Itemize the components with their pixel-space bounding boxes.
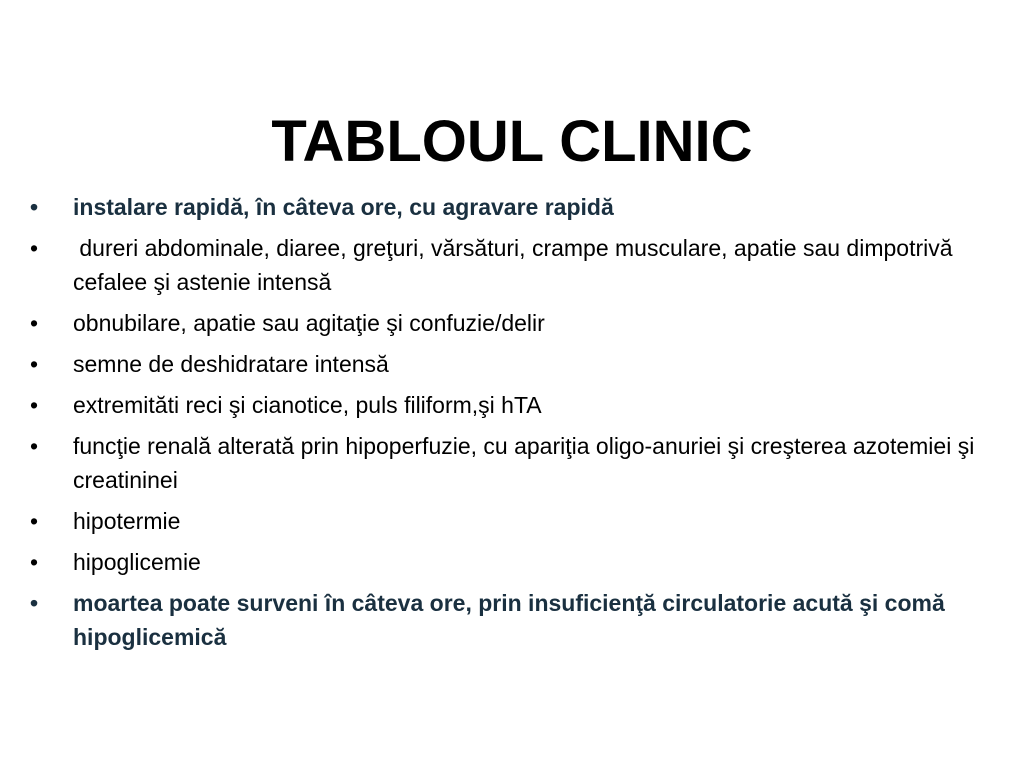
bullet-dot-icon: • bbox=[30, 194, 39, 220]
bullet-item bbox=[30, 306, 990, 340]
bullet-dot-icon: • bbox=[30, 392, 39, 418]
bullet-item bbox=[30, 347, 990, 381]
bullet-dot-icon: • bbox=[30, 433, 39, 459]
bullet-text: instalare rapidă, în câteva ore, cu agravare rapidă bbox=[73, 194, 614, 220]
bullet-dot-icon: • bbox=[30, 310, 39, 336]
bullet-dot-icon: • bbox=[30, 549, 39, 575]
bullet-text: funcţie renală alterată prin hipoperfuzie, cu apariţia oligo-anuriei şi creşterea azotemiei şi creatininei bbox=[73, 433, 975, 493]
bullet-item bbox=[30, 231, 990, 299]
bullet-item bbox=[30, 388, 990, 422]
bullet-text: obnubilare, apatie sau agitaţie şi confuzie/delir bbox=[73, 310, 545, 336]
bullet-text: extremităti reci şi cianotice, puls filiform,şi hTA bbox=[73, 392, 542, 418]
bullet-item bbox=[30, 429, 990, 497]
bullet-text: dureri abdominale, diaree, greţuri, vărsături, crampe musculare, apatie sau dimpotrivă cefalee şi astenie intensă bbox=[73, 235, 959, 295]
bullet-dot-icon: • bbox=[30, 508, 39, 534]
bullet-dot-icon: • bbox=[30, 351, 39, 377]
slide-title: TABLOUL CLINIC bbox=[271, 109, 753, 174]
bullet-item bbox=[30, 545, 990, 579]
bullet-dot-icon: • bbox=[30, 590, 39, 616]
bullet-dot-icon: • bbox=[30, 235, 39, 261]
bullet-item bbox=[30, 190, 990, 224]
bullet-item bbox=[30, 504, 990, 538]
bullet-list bbox=[30, 190, 990, 661]
bullet-text: semne de deshidratare intensă bbox=[73, 351, 389, 377]
bullet-text: hipoglicemie bbox=[73, 549, 201, 575]
bullet-item bbox=[30, 586, 990, 654]
bullet-text: hipotermie bbox=[73, 508, 181, 534]
bullet-text: moartea poate surveni în câteva ore, prin insuficienţă circulatorie acută şi comă hipoglicemică bbox=[73, 590, 945, 650]
